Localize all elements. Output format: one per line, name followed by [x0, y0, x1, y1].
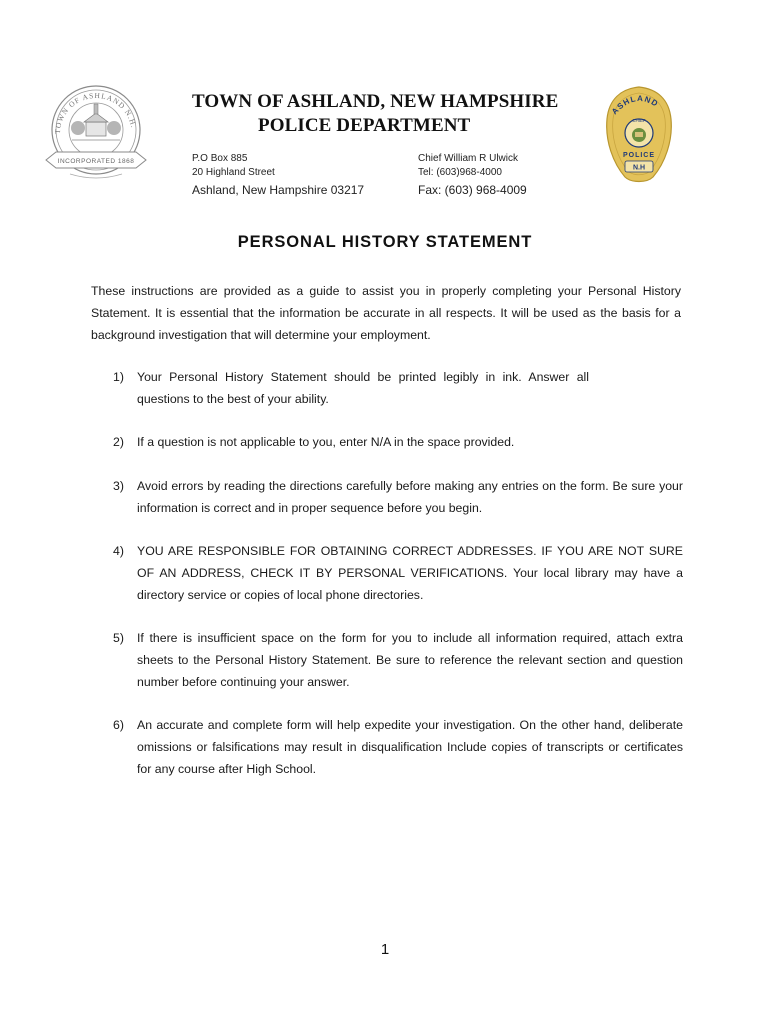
item-number: 1) — [113, 370, 124, 384]
list-item — [113, 627, 683, 693]
town-seal-logo — [40, 78, 152, 190]
item-number: 2) — [113, 435, 124, 449]
street-address: 20 Highland Street — [192, 167, 275, 178]
page-number: 1 — [380, 941, 390, 958]
town-title: TOWN OF ASHLAND, NEW HAMPSHIRE — [192, 91, 559, 112]
police-badge-logo — [605, 85, 673, 185]
item-number: 3) — [113, 479, 124, 493]
fax: Fax: (603) 968-4009 — [418, 183, 527, 197]
document-title: PERSONAL HISTORY STATEMENT — [237, 233, 533, 251]
item-text: YOU ARE RESPONSIBLE FOR OBTAINING CORRECT ADDRESSES. IF YOU ARE NOT SURE OF AN ADDRESS, CHECK IT BY PERSONAL VERIFICATIONS. Your local library may have a directory service or copies of local phone directories. — [137, 544, 683, 602]
item-text: Your Personal History Statement should be printed legibly in ink. Answer all questions to the best of your ability. — [137, 370, 589, 406]
department-title: POLICE DEPARTMENT — [258, 115, 471, 136]
intro-paragraph: These instructions are provided as a guide to assist you in properly completing your Personal History Statement. It is essential that the information be accurate in all respects. It will be used as the basis for a background investigation that will determine your employment. — [91, 284, 681, 342]
item-text: If there is insufficient space on the form for you to include all information required, attach extra sheets to the Personal History Statement. Be sure to reference the relevant section and question number before continuing your answer. — [137, 631, 683, 689]
item-number: 4) — [113, 544, 124, 558]
seal-banner-text: INCORPORATED 1868 — [57, 158, 135, 165]
badge-police-text: POLICE — [622, 152, 656, 159]
badge-state-text: N.H — [632, 164, 646, 172]
list-item — [113, 431, 683, 453]
item-text: An accurate and complete form will help expedite your investigation. On the other hand, deliberate omissions or falsifications may result in disqualification Include copies of transcripts or certificates for any course after High School. — [137, 718, 683, 776]
item-text: Avoid errors by reading the directions carefully before making any entries on the form. Be sure your information is correct and in proper sequence before you begin. — [137, 479, 683, 515]
telephone: Tel: (603)968-4000 — [418, 167, 502, 178]
item-number: 6) — [113, 718, 124, 732]
item-text: If a question is not applicable to you, enter N/A in the space provided. — [137, 435, 515, 449]
badge-town-text: ASHLAND — [609, 93, 661, 117]
list-item — [113, 366, 683, 410]
seal-ring-text: TOWN OF ASHLAND N.H. — [52, 90, 139, 135]
list-item — [113, 714, 683, 780]
chief-name: Chief William R Ulwick — [418, 153, 519, 164]
list-item — [113, 540, 683, 606]
list-item — [113, 475, 683, 519]
city-state-zip: Ashland, New Hampshire 03217 — [192, 183, 365, 197]
po-box: P.O Box 885 — [192, 153, 248, 164]
item-number: 5) — [113, 631, 124, 645]
badge-chief-text: CHIEF — [632, 118, 646, 123]
